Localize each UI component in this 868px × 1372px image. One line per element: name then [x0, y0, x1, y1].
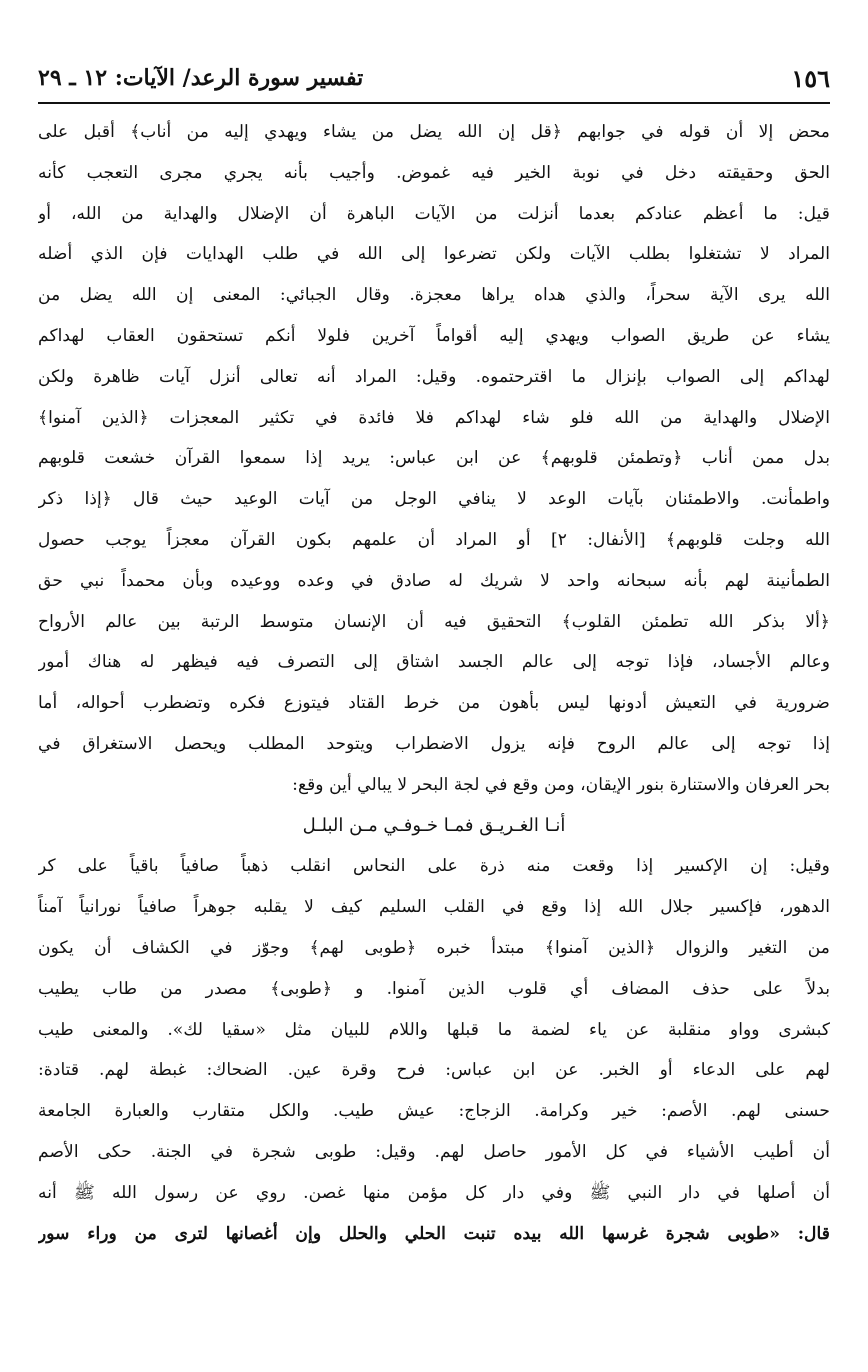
- page-number: ١٥٦: [791, 63, 830, 93]
- text-line: وقيل: إن الإكسير إذا وقعت منه ذرة على النحاس انقلب ذهباً صافياً باقياً على كر: [38, 856, 830, 877]
- text-line: بدلاً على حذف المضاف أي قلوب الذين آمنوا. و ﴿طوبى﴾ مصدر من طاب يطيب: [38, 978, 830, 999]
- text-line: المراد لا تشتغلوا بطلب الآيات ولكن تضرعوا إلى الله في طلب الهدايات فإن الذي أضله: [38, 244, 830, 265]
- text-line: الدهور، فإكسير جلال الله إذا وقع في القلب السليم كيف لا يقلبه جوهراً صافياً نورانياً آمناً: [38, 897, 830, 918]
- text-line: الطمأنينة لهم بأنه سبحانه واحد لا شريك له صادق في وعده ووعيده وبأن محمداً نبي حق: [38, 570, 830, 591]
- text-line: بحر العرفان والاستنارة بنور الإيقان، ومن وقع في لجة البحر لا يبالي أين وقع:: [292, 774, 830, 795]
- text-line: إذا توجه إلى عالم الروح فإنه يزول الاضطراب ويتوحد المطلب ويحصل الاستغراق في: [38, 733, 830, 754]
- text-line: قيل: ما أعظم عنادكم بعدما أنزلت من الآيات الباهرة أن الإضلال والهداية من الله، أو: [38, 203, 830, 224]
- poetry-verse: أنـا الغـريـق فمـا خـوفـي مـن البلـل: [302, 814, 566, 836]
- page-header: [38, 58, 830, 98]
- text-line: من التغير والزوال ﴿الذين آمنوا﴾ مبتدأ خبره ﴿طوبى لهم﴾ وجوّز في الكشاف أن يكون: [38, 937, 830, 958]
- text-line: بدل ممن أناب ﴿وتطمئن قلوبهم﴾ عن ابن عباس: يريد إذا سمعوا القرآن خشعت قلوبهم: [38, 448, 830, 469]
- text-line: واطمأنت. والاطمئنان بآيات الوعد لا ينافي الوجل من آيات الوعيد حيث قال ﴿إذا ذكر: [38, 489, 830, 510]
- text-line: أن أطيب الأشياء في كل الأمور حاصل لهم. وقيل: طوبى شجرة في الجنة. حكى الأصم: [38, 1141, 830, 1162]
- text-line: محض إلا أن قوله في جوابهم ﴿قل إن الله يضل من يشاء ويهدي إليه من أناب﴾ أقبل على: [38, 122, 830, 142]
- text-line: لهم على الدعاء أو الخبر. عن ابن عباس: فرح وقرة عين. الضحاك: غبطة لهم. قتادة:: [38, 1060, 830, 1081]
- text-line: لهداكم إلى الصواب بإنزال ما اقترحتموه. وقيل: المراد أنه تعالى أنزل آيات ظاهرة ولكن: [38, 366, 830, 387]
- text-line: حسنى لهم. الأصم: خير وكرامة. الزجاج: عيش طيب. والكل متقارب والعبارة الجامعة: [38, 1101, 830, 1122]
- header-rule: [38, 102, 830, 104]
- text-line: أن أصلها في دار النبي ﷺ وفي دار كل مؤمن منها غصن. روي عن رسول الله ﷺ أنه: [38, 1182, 830, 1203]
- text-line: ﴿ألا بذكر الله تطمئن القلوب﴾ التحقيق فيه أن الإنسان متوسط الرتبة بين عالم الأرواح: [38, 611, 830, 632]
- running-title: تفسير سورة الرعد/ الآيات: ١٢ ـ ٢٩: [38, 65, 364, 91]
- text-line: كبشرى وواو منقلبة عن ياء لضمة ما قبلها واللام للبيان مثل «سقيا لك». والمعنى طيب: [38, 1019, 830, 1040]
- text-line: الله وجلت قلوبهم﴾ [الأنفال: ٢] أو المراد أن علمهم بكون القرآن معجزاً يوجب حصول: [38, 529, 830, 550]
- text-line: يشاء عن طريق الصواب ويهدي إليه أقواماً آخرين فلولا أنكم تستحقون العقاب لهداكم: [38, 325, 830, 346]
- text-line: الإضلال والهداية من الله فلو شاء لهداكم فلا فائدة في تكثير المعجزات ﴿الذين آمنوا﴾: [38, 407, 830, 428]
- text-line: الحق وحقيقته دخل في نوبة الخير فيه غموض. وأجيب بأنه يجري مجرى التعجب كأنه: [38, 162, 830, 183]
- text-line: ضرورية في التعيش أدونها ليس بأهون من خرط القتاد فيتوزع فكره وتضطرب أحواله، أما: [38, 693, 830, 714]
- text-line: وعالم الأجساد، فإذا توجه إلى عالم الجسد اشتاق إلى التصرف فيه فيظهر له هناك أمور: [38, 652, 830, 673]
- text-line: قال: «طوبى شجرة غرسها الله بيده تنبت الحلي والحلل وإن أغصانها لترى من وراء سور: [38, 1223, 830, 1244]
- body-text: [38, 112, 830, 1254]
- text-line: الله يرى الآية سحراً، والذي هداه يراها معجزة. وقال الجبائي: المعنى إن الله يضل من: [38, 285, 830, 306]
